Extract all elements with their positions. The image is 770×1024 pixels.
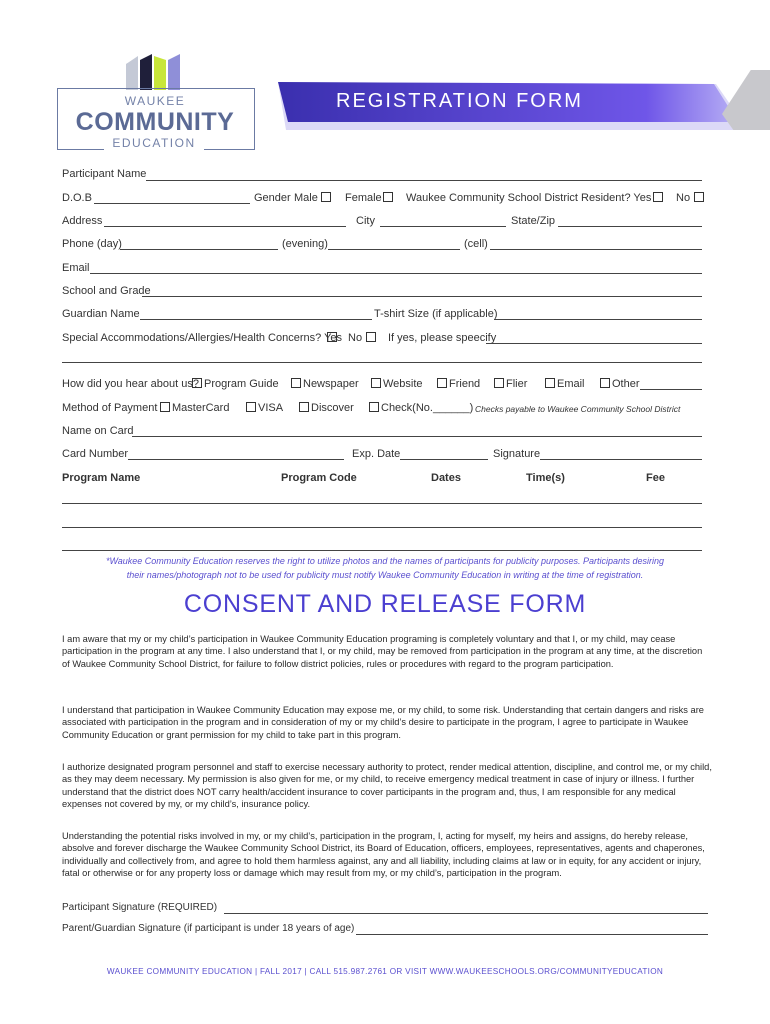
pay-option-label: Check(No.______) [381, 402, 474, 414]
female-label: Female [345, 192, 382, 204]
card-signature-field[interactable] [540, 459, 702, 460]
dob-label: D.O.B [62, 192, 92, 204]
school-grade-label: School and Grade [62, 285, 151, 297]
resident-no-label: No [676, 192, 691, 204]
hear-friend[interactable] [435, 378, 480, 390]
hear-newspaper[interactable] [289, 378, 359, 390]
tshirt-label: T-shirt Size (if applicable) [374, 308, 498, 320]
program-row-line[interactable] [62, 503, 702, 504]
consent-paragraph: I am aware that my or my child’s participation in Waukee Community Education programing is completely voluntary and that I, or my child, may cease participation in the program at any time. I also understand that I, or my child, may be removed from participation in the program at any time, at the discretion of Waukee Community School District, for failure to follow district policies, rules or procedures with regard to the program participation. [62, 634, 703, 669]
hear-option-label: Program Guide [204, 378, 279, 390]
participant-signature-field[interactable] [224, 913, 708, 914]
col-times: Time(s) [526, 472, 565, 484]
hear-option-label: Flier [506, 378, 528, 390]
participant-name-field[interactable] [146, 180, 702, 181]
special-label: Special Accommodations/Allergies/Health Concerns? Yes [62, 332, 343, 344]
female-checkbox[interactable] [381, 192, 395, 204]
participant-signature-label: Participant Signature (REQUIRED) [62, 902, 218, 913]
phone-day-field[interactable] [120, 249, 278, 250]
footer: WAUKEE COMMUNITY EDUCATION | FALL 2017 | CALL 515.987.2761 OR VISIT WWW.WAUKEESCHOOLS.ORG/COMMUNITYEDUCATION [106, 967, 664, 976]
publicity-note-line2: their names/photograph not to be used for publicity must notify Waukee Community Education in writing at the time of registration. [126, 570, 644, 580]
gender-label: Gender [254, 192, 291, 204]
name-on-card-field[interactable] [132, 436, 702, 437]
consent-paragraph: I authorize designated program personnel and staff to exercise necessary authority to protect, render medical attention, discipline, and control me, or my child, as they may deem necessary. My permission is also given for me, or my child, to receive emergency medical treatment in case of injury or illness. I further understand that the district does NOT carry health/accident insurance to cover participants in the program and, thus, I am responsible for any medical expenses not covered by my, or my child’s, insurance policy. [62, 762, 712, 809]
checks-note: Checks payable to Waukee Community School District [475, 404, 681, 414]
participant-name-label: Participant Name [62, 168, 147, 180]
if-yes-label: If yes, please speecify [388, 332, 497, 344]
name-on-card-label: Name on Card [62, 425, 134, 437]
card-number-field[interactable] [128, 459, 344, 460]
tshirt-field[interactable] [494, 319, 702, 320]
dob-field[interactable] [94, 203, 250, 204]
hear-label: How did you hear about us? [62, 378, 199, 390]
registration-title: REGISTRATION FORM [336, 90, 583, 112]
pay-check[interactable] [367, 402, 473, 414]
col-program-name: Program Name [62, 472, 141, 484]
publicity-note-line1: *Waukee Community Education reserves the right to utilize photos and the names of participants for publicity purposes. Participants desiring [105, 556, 665, 566]
pay-option-label: Discover [311, 402, 354, 414]
program-row-line[interactable] [62, 550, 702, 551]
hear-flier[interactable] [492, 378, 527, 390]
card-number-label: Card Number [62, 448, 129, 460]
hear-option-label: Email [557, 378, 585, 390]
hear-option-label: Friend [449, 378, 481, 390]
col-dates: Dates [431, 472, 461, 484]
hear-email[interactable] [543, 378, 585, 390]
hear-website[interactable] [369, 378, 423, 390]
guardian-name-field[interactable] [140, 319, 372, 320]
special-yes-checkbox[interactable] [325, 332, 339, 344]
state-zip-field[interactable] [558, 226, 702, 227]
city-label: City [356, 215, 375, 227]
pay-option-label: VISA [258, 402, 284, 414]
phone-evening-field[interactable] [328, 249, 460, 250]
pay-discover[interactable] [297, 402, 354, 414]
exp-date-label: Exp. Date [352, 448, 401, 460]
hear-option-label: Other [612, 378, 640, 390]
consent-paragraph: I understand that participation in Waukee Community Education may expose me, or my child, to some risk. Understanding that certain dangers and risks are associated with participation in the program and in consideration of my or my child’s desire to participate in the program, I agree to participate in Waukee Community Education or grant permission for my child to take part in this program. [62, 705, 704, 740]
male-label: Male [294, 192, 318, 204]
school-grade-field[interactable] [142, 296, 702, 297]
male-checkbox[interactable] [319, 192, 333, 204]
special-detail-field-2[interactable] [62, 362, 702, 363]
consent-paragraph: Understanding the potential risks involved in my, or my child’s, participation in the program, I, acting for myself, my heirs and assigns, do hereby release, absolve and forever discharge the Waukee Community School District, its Board of Education, officers, employees, representatives, agents and chaperones, individually and collectively from, and agree to hold them harmless against, any and all liability, including claims at law or in equity, for any accident or injury, fatal or otherwise or for any property loss or damage which may result from my, or my child’s, participation in the program. [62, 831, 705, 878]
guardian-name-label: Guardian Name [62, 308, 140, 320]
exp-date-field[interactable] [400, 459, 488, 460]
special-no-label: No [348, 332, 363, 344]
program-row-line[interactable] [62, 527, 702, 528]
consent-title: CONSENT AND RELEASE FORM [183, 590, 587, 618]
resident-yes-checkbox[interactable] [651, 192, 665, 204]
address-field[interactable] [104, 226, 346, 227]
hear-option-label: Website [383, 378, 423, 390]
email-label: Email [62, 262, 90, 274]
col-program-code: Program Code [281, 472, 357, 484]
pay-mastercard[interactable] [158, 402, 229, 414]
hear-program-guide[interactable] [190, 378, 279, 390]
pay-visa[interactable] [244, 402, 283, 414]
evening-label: (evening) [282, 238, 328, 250]
col-fee: Fee [646, 472, 665, 484]
city-field[interactable] [380, 226, 506, 227]
resident-label: Waukee Community School District Resident? Yes [406, 192, 652, 204]
address-label: Address [62, 215, 103, 227]
hear-other[interactable] [598, 378, 640, 390]
pay-option-label: MasterCard [172, 402, 230, 414]
logo-text-middle: COMMUNITY [75, 108, 235, 136]
hear-option-label: Newspaper [303, 378, 359, 390]
guardian-signature-field[interactable] [356, 934, 708, 935]
signature-label: Signature [493, 448, 541, 460]
hear-other-field[interactable] [640, 389, 702, 390]
special-detail-field[interactable] [486, 343, 702, 344]
special-no-checkbox[interactable] [364, 332, 378, 344]
cell-label: (cell) [464, 238, 488, 250]
resident-no-checkbox[interactable] [692, 192, 706, 204]
phone-day-label: Phone (day) [62, 238, 122, 250]
logo-text-bottom: EDUCATION [104, 136, 204, 150]
email-field[interactable] [90, 273, 702, 274]
logo-text-top: WAUKEE [60, 94, 250, 108]
state-zip-label: State/Zip [511, 215, 556, 227]
guardian-signature-label: Parent/Guardian Signature (if participant is under 18 years of age) [62, 923, 355, 934]
phone-cell-field[interactable] [490, 249, 702, 250]
payment-label: Method of Payment [62, 402, 158, 414]
